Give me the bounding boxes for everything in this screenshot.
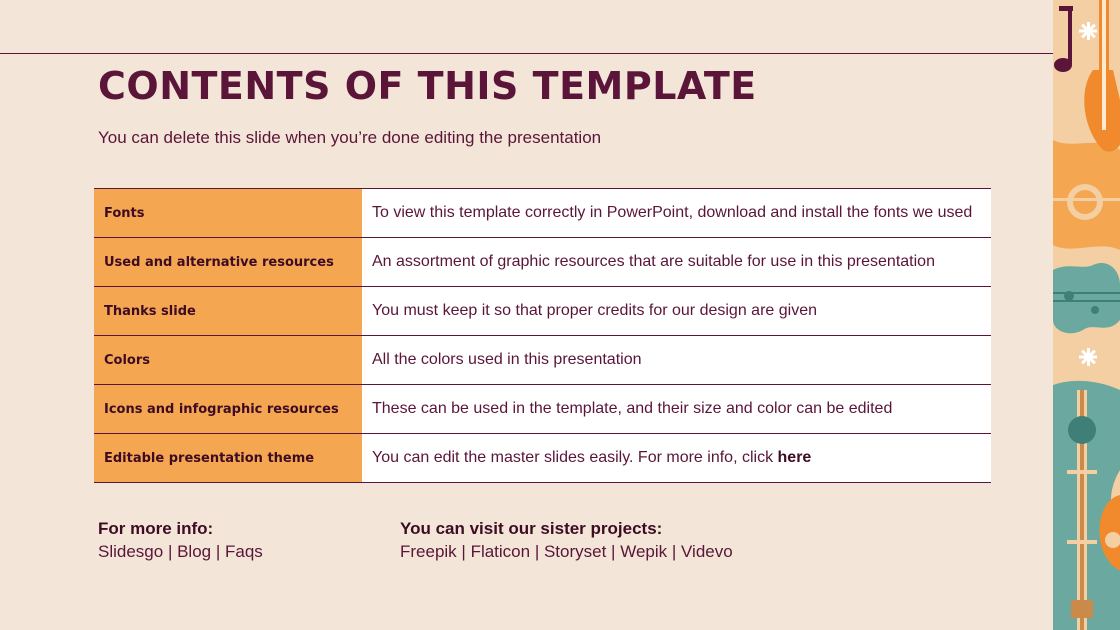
blog-link[interactable]: Blog [177,542,212,561]
row-value: An assortment of graphic resources that are suitable for use in this presentation [362,238,991,287]
sister-projects-block [400,517,733,563]
row-key: Icons and infographic resources [94,385,362,434]
link-separator: | [667,542,682,561]
table-row [94,238,991,287]
instruments-illustration [1053,0,1120,630]
sister-projects-heading: You can visit our sister projects: [400,519,663,538]
freepik-link[interactable]: Freepik [400,542,457,561]
slidesgo-link[interactable]: Slidesgo [98,542,164,561]
row-key: Used and alternative resources [94,238,362,287]
contents-table [94,188,991,483]
row-value-text: You can edit the master slides easily. For more info, click [372,449,778,466]
row-value: You must keep it so that proper credits for our design are given [362,287,991,336]
table-row [94,189,991,238]
row-key: Fonts [94,189,362,238]
table-row [94,434,991,483]
link-separator: | [530,542,544,561]
more-info-links [98,540,263,563]
storyset-link[interactable]: Storyset [543,542,607,561]
guitar-icon [1053,167,1120,243]
faqs-link[interactable]: Faqs [225,542,263,561]
row-value [362,434,991,483]
row-key: Editable presentation theme [94,434,362,483]
decorative-instruments-strip [1053,0,1120,630]
table-row [94,287,991,336]
row-value: These can be used in the template, and their size and color can be edited [362,385,991,434]
table-row [94,385,991,434]
sister-projects-links [400,540,733,563]
row-value: To view this template correctly in PowerPoint, download and install the fonts we used [362,189,991,238]
link-separator: | [456,542,471,561]
link-separator: | [211,542,225,561]
page-title: CONTENTS OF THIS TEMPLATE [98,64,757,108]
here-link[interactable]: here [777,449,812,466]
row-key: Thanks slide [94,287,362,336]
flaticon-link[interactable]: Flaticon [470,542,531,561]
violin-icon [1053,263,1120,333]
wepik-link[interactable]: Wepik [620,542,668,561]
link-separator: | [606,542,621,561]
videvo-link[interactable]: Videvo [681,542,733,561]
table-row [94,336,991,385]
page-subtitle: You can delete this slide when you’re done editing the presentation [98,128,602,147]
more-info-block [98,517,263,563]
link-separator: | [163,542,178,561]
top-divider [0,53,1053,54]
more-info-heading: For more info: [98,519,214,538]
row-key: Colors [94,336,362,385]
row-value: All the colors used in this presentation [362,336,991,385]
